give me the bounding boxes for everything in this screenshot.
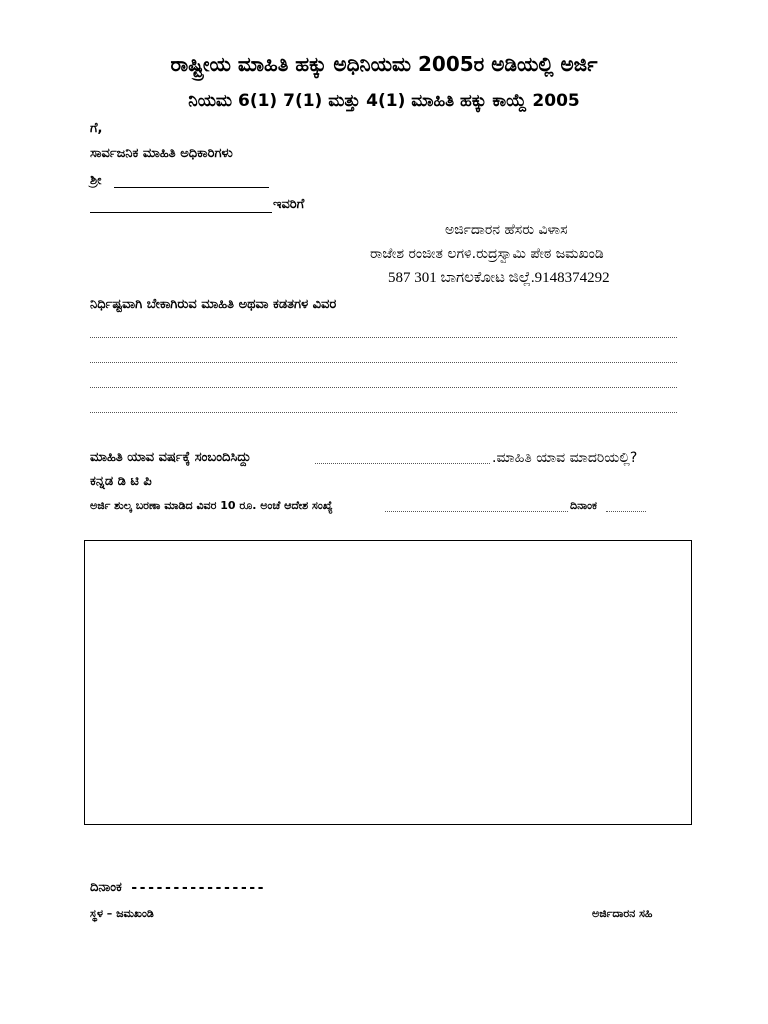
footer-place: ಸ್ಥಳ – ಜಮಖಂಡಿ	[90, 907, 154, 920]
details-dotted-line	[90, 412, 677, 413]
fee-order-blank	[385, 511, 568, 512]
applicant-address-line2: 587 301 ಬಾಗಲಕೋಟ ಜಿಲ್ಲೆ.9148374292	[388, 270, 610, 286]
details-dotted-line	[90, 387, 677, 388]
footer-signature: ಅರ್ಜಿದಾರನ ಸಹಿ	[592, 907, 653, 920]
year-blank	[315, 463, 490, 464]
shri-name-blank	[114, 187, 269, 188]
year-label: ಮಾಹಿತಿ ಯಾವ ವರ್ಷಕ್ಕೆ ಸಂಬಂದಿಸಿದ್ದು	[90, 450, 251, 465]
details-box	[84, 540, 692, 825]
addressee-officer: ಸಾರ್ವಜನಿಕ ಮಾಹಿತಿ ಅಧಿಕಾರಿಗಳು	[90, 146, 233, 161]
footer-date-blank: ----------------	[130, 880, 265, 896]
fee-date-label: ದಿನಾಂಕ	[570, 499, 597, 512]
addressee-ivarige: ಇವರಿಗೆ	[273, 197, 305, 212]
addressee-shri: ಶ್ರೀ	[90, 173, 102, 188]
fee-label: ಅರ್ಜಿ ಶುಲ್ಕ ಬರಣಾ ಮಾಡಿದ ವಿವರ 10 ರೂ. ಅಂಚೆ ಆದೇಶ ಸಂಖ್ಯೆ	[90, 499, 333, 512]
format-value: ಕನ್ನಡ ಡಿ ಟಿ ಪಿ	[90, 474, 152, 489]
footer-date-label: ದಿನಾಂಕ	[90, 880, 122, 895]
form-title: ರಾಷ್ಟ್ರೀಯ ಮಾಹಿತಿ ಹಕ್ಕು ಅಧಿನಿಯಮ 2005ರ ಅಡಿಯಲ್ಲಿ ಅರ್ಜಿ	[170, 52, 598, 76]
applicant-address-line1: ರಾಜೇಶ ರಂಜೀತ ಲಗಳಿ.ರುದ್ರಸ್ವಾಮಿ ಪೇಠ ಜಮಖಂಡಿ	[370, 246, 604, 262]
form-subtitle: ನಿಯಮ 6(1) 7(1) ಮತ್ತು 4(1) ಮಾಹಿತಿ ಹಕ್ಕು ಕಾಯ್ದೆ 2005	[188, 91, 580, 111]
ivarige-name-blank	[90, 212, 272, 213]
addressee-to: ಗೆ,	[90, 121, 103, 136]
details-label: ನಿರ್ಧಿಷ್ಟವಾಗಿ ಬೇಕಾಗಿರುವ ಮಾಹಿತಿ ಅಥವಾ ಕಡತಗಳ ವಿವರ	[90, 297, 337, 312]
format-label: .ಮಾಹಿತಿ ಯಾವ ಮಾದರಿಯಲ್ಲಿ?	[492, 450, 638, 466]
details-dotted-line	[90, 362, 677, 363]
details-dotted-line	[90, 337, 677, 338]
applicant-heading: ಅರ್ಜಿದಾರನ ಹೆಸರು ವಿಳಾಸ	[445, 222, 568, 238]
fee-date-blank	[606, 511, 646, 512]
